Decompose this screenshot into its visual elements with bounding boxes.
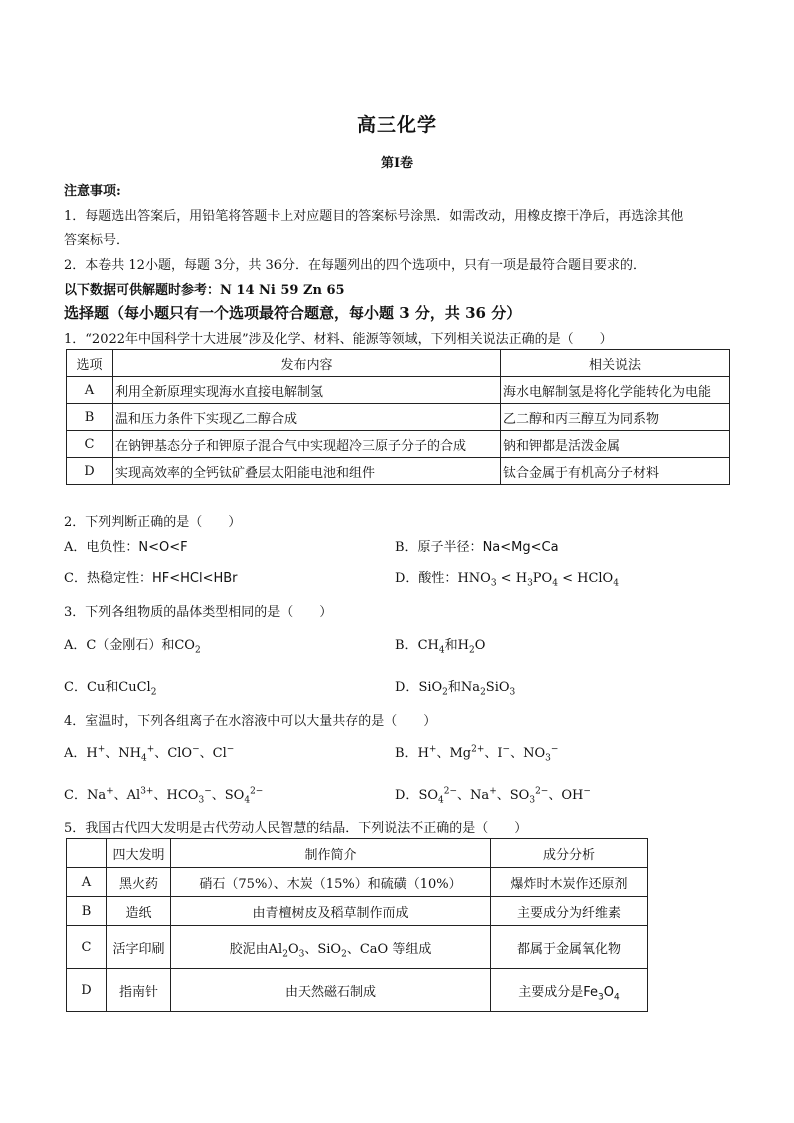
question-1-stem: 1．“2022年中国科学十大进展”涉及化学、材料、能源等领域，下列相关说法正确的是（ ）	[64, 332, 613, 347]
table-row	[67, 377, 730, 404]
separator: 、	[484, 746, 498, 761]
separator: 、	[211, 788, 225, 803]
option-lead: D．	[395, 680, 419, 695]
option-lead: D．	[395, 788, 419, 803]
separator: 、	[457, 788, 471, 803]
content-cell: 温和压力条件下实现乙二醇合成	[113, 404, 501, 431]
table-header-cell: 相关说法	[501, 350, 730, 377]
analysis-cell: 爆炸时木炭作还原剂	[491, 868, 648, 897]
conjunction: 和	[447, 680, 461, 695]
table-row	[67, 926, 648, 969]
option-cell: A	[67, 868, 107, 897]
page-title: 高三化学	[356, 114, 437, 136]
section-label: 选择题（每小题只有一个选项最符合题意，每小题 3 分，共 36 分）	[64, 304, 522, 322]
q4-option-a: A．H+、$NH_4^+$、ClO−、Cl−	[64, 744, 235, 764]
invention-cell: 造纸	[107, 897, 171, 926]
table-header-cell: 发布内容	[113, 350, 501, 377]
invention-cell: 黑火药	[107, 868, 171, 897]
content-cell: 利用全新原理实现海水直接电解制氢	[113, 377, 501, 404]
content-cell: 在钠钾基态分子和钾原子混合气中实现超冷三原子分子的合成	[113, 431, 501, 458]
intro-lead: 胶泥由	[229, 941, 269, 957]
table-header-row	[67, 350, 730, 377]
separator: 、	[153, 788, 167, 803]
q2-option-d: D．酸性：$HNO_3 < H_3PO_4$ < HClO$_4$	[395, 571, 619, 589]
option-value: HF<HCl<HBr	[151, 571, 238, 586]
option-lead: C．热稳定性：	[64, 571, 152, 586]
option-value: N<O<F	[138, 540, 188, 555]
option-cell: B	[67, 897, 107, 926]
atomic-mass-reference: 以下数据可供解题时参考：N 14 Ni 59 Zn 65	[64, 283, 345, 298]
table-header-cell	[67, 839, 107, 868]
comment-cell: 海水电解制氢是将化学能转化为电能	[501, 377, 730, 404]
option-lead: B．原子半径：	[395, 540, 483, 555]
intro-cell: 由青檀树皮及稻草制作而成	[171, 897, 491, 926]
note-item-2: 2．本卷共 12小题，每题 3分，共 36分．在每题列出的四个选项中，只有一项是最符合题目要求的．	[64, 258, 647, 273]
option-lead: D．酸性：	[395, 571, 458, 586]
analysis-cell: 主要成分为纤维素	[491, 897, 648, 926]
separator: 、	[199, 746, 213, 761]
separator: 、	[154, 746, 168, 761]
table-header-cell: 选项	[67, 350, 113, 377]
option-cell: A	[67, 377, 113, 404]
conjunction: 和	[444, 638, 458, 653]
note-item-1-cont: 答案标号．	[64, 233, 130, 248]
intro-cell: 硝石（75%）、木炭（15%）和硫磺（10%）	[171, 868, 491, 897]
analysis-cell: 主要成分是$Fe_3O_4$	[491, 969, 648, 1012]
q3-option-c: C．Cu和CuCl$_2$	[64, 680, 157, 698]
table-header-cell: 成分分析	[491, 839, 648, 868]
q3-option-a: A．C（金刚石）和$CO_2$	[64, 638, 201, 656]
option-lead: A．C（金刚石）和	[64, 638, 175, 653]
q3-option-b: B．$CH_4$和$H_2O$	[395, 638, 486, 656]
question-3-stem: 3．下列各组物质的晶体类型相同的是（ ）	[64, 605, 333, 620]
q3-option-d: D．SiO$_2$和$Na_2SiO_3$	[395, 680, 516, 698]
separator: <	[496, 571, 516, 586]
question-4-stem: 4．室温时，下列各组离子在水溶液中可以大量共存的是（ ）	[64, 714, 437, 729]
separator: 、	[113, 788, 127, 803]
option-cell: B	[67, 404, 113, 431]
q4-option-c: C．Na+、$Al^{3+}$、$HCO_3^-$、$SO_4^{2-}$	[64, 786, 264, 806]
q4-option-b: B．H+、$Mg^{2+}$、I−、$NO_3^-$	[395, 744, 559, 764]
separator: 、	[436, 746, 450, 761]
table-row	[67, 404, 730, 431]
option-lead: B．	[395, 746, 418, 761]
option-value: Na<Mg<Ca	[482, 540, 559, 555]
analysis-cell: 都属于金属氧化物	[491, 926, 648, 969]
question-5-table	[66, 838, 648, 1012]
table-row	[67, 969, 648, 1012]
analysis-lead: 主要成分是	[518, 984, 584, 1000]
separator: 、	[510, 746, 524, 761]
separator: 、	[548, 788, 562, 803]
intro-tail: 等组成	[392, 941, 432, 957]
table-row	[67, 868, 648, 897]
option-lead: C．Cu和	[64, 680, 119, 695]
invention-cell: 指南针	[107, 969, 171, 1012]
table-row	[67, 458, 730, 485]
q2-option-b	[395, 536, 559, 555]
separator: <	[557, 571, 578, 586]
notes-heading: 注意事项:	[64, 184, 121, 199]
q2-option-a	[64, 536, 188, 555]
invention-cell: 活字印刷	[107, 926, 171, 969]
question-1-table	[66, 349, 730, 485]
option-cell: C	[67, 926, 107, 969]
q4-option-d: D．$SO_4^{2-}$、Na+、$SO_3^{2-}$、OH−	[395, 786, 591, 806]
option-cell: D	[67, 458, 113, 485]
intro-cell: 由天然磁石制成	[171, 969, 491, 1012]
separator: 、	[105, 746, 119, 761]
note-item-1: 1．每题选出答案后，用铅笔将答题卡上对应题目的答案标号涂黑．如需改动，用橡皮擦干净后，再选涂其他	[64, 209, 684, 224]
question-5-stem: 5．我国古代四大发明是古代劳动人民智慧的结晶．下列说法不正确的是（ ）	[64, 821, 528, 836]
content-cell: 实现高效率的全钙钛矿叠层太阳能电池和组件	[113, 458, 501, 485]
option-lead: B．	[395, 638, 418, 653]
separator: 、	[496, 788, 510, 803]
table-row	[67, 431, 730, 458]
table-row	[67, 897, 648, 926]
table-header-cell: 四大发明	[107, 839, 171, 868]
option-cell: D	[67, 969, 107, 1012]
q2-option-c	[64, 567, 238, 586]
option-lead: A．电负性：	[64, 540, 139, 555]
question-2-stem: 2．下列判断正确的是（ ）	[64, 515, 242, 530]
intro-cell: 胶泥由$Al_2O_3$、SiO$_2$、CaO 等组成	[171, 926, 491, 969]
volume-label: 第Ⅰ卷	[380, 156, 414, 171]
option-cell: C	[67, 431, 113, 458]
option-lead: C．	[64, 788, 87, 803]
table-header-row	[67, 839, 648, 868]
table-header-cell: 制作简介	[171, 839, 491, 868]
comment-cell: 乙二醇和丙三醇互为同系物	[501, 404, 730, 431]
comment-cell: 钛合金属于有机高分子材料	[501, 458, 730, 485]
comment-cell: 钠和钾都是活泼金属	[501, 431, 730, 458]
option-lead: A．	[64, 746, 87, 761]
